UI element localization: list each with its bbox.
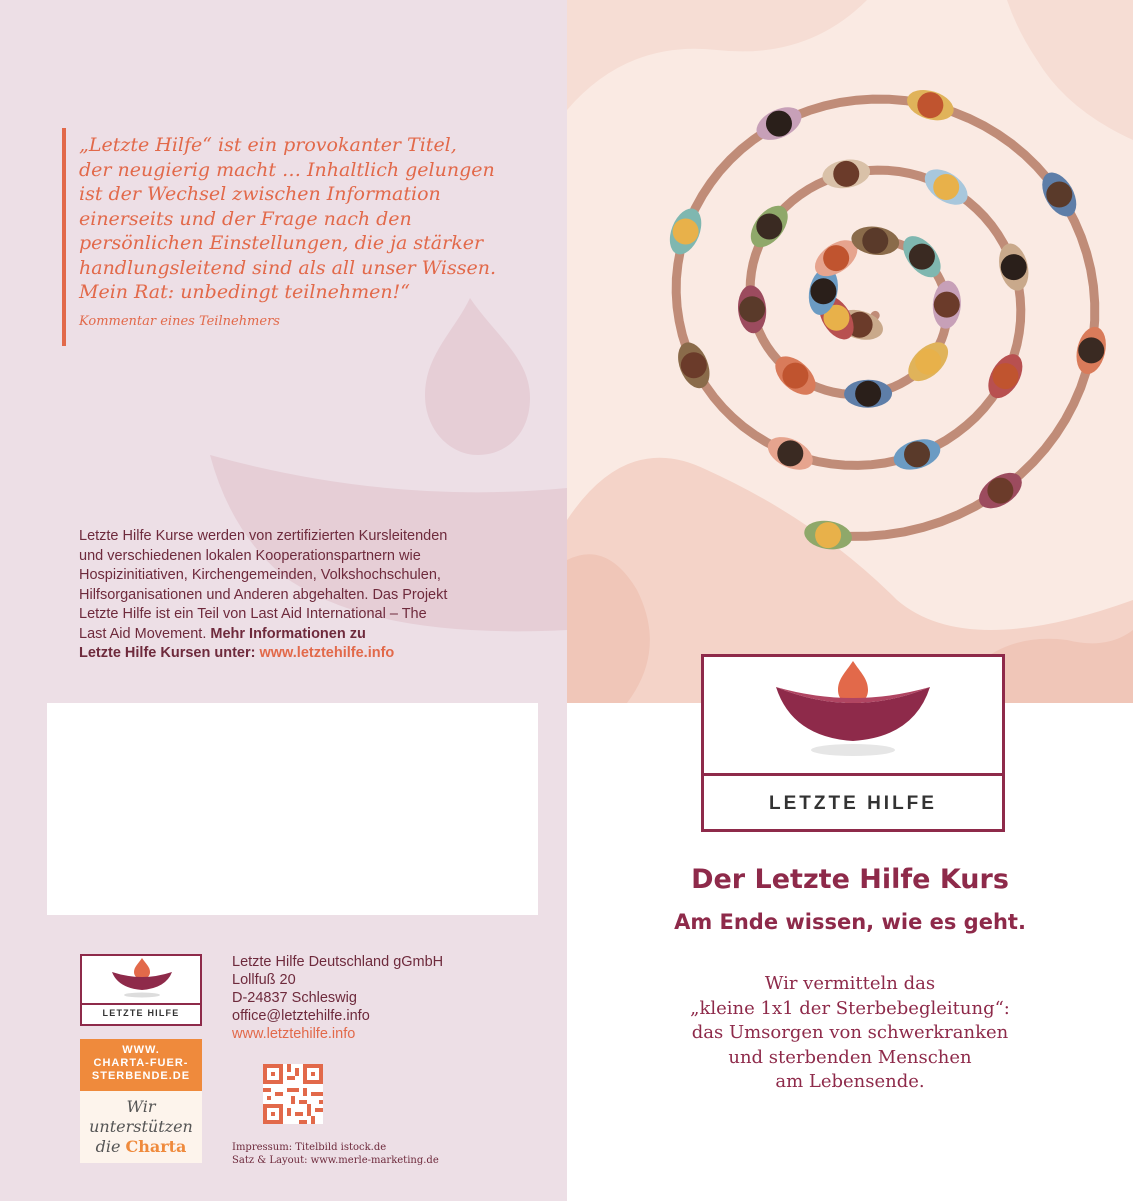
contact-street: Lollfuß 20: [232, 972, 296, 988]
info-bold: Mehr Informationen zu Letzte Hilfe Kursen unter:: [79, 625, 366, 661]
person-head: [681, 352, 707, 378]
main-logo-text: LETZTE HILFE: [769, 793, 937, 814]
impressum-line-1: Impressum: Titelbild istock.de: [232, 1142, 387, 1153]
qr-code-icon[interactable]: [263, 1064, 323, 1124]
quote-accent-bar: [62, 128, 66, 346]
impressum: [232, 1141, 439, 1167]
illustration-canvas: [567, 0, 1133, 703]
contact-city: D-24837 Schleswig: [232, 990, 357, 1006]
logo-separator: [704, 773, 1002, 776]
person-head: [777, 440, 803, 466]
person-head: [766, 111, 792, 137]
small-logo-text: LETZTE HILFE: [102, 1008, 180, 1018]
contact-block: [232, 953, 443, 1043]
cover-title: Der Letzte Hilfe Kurs: [691, 864, 1009, 895]
info-link[interactable]: www.letztehilfe.info: [259, 645, 395, 661]
info-paragraph: [79, 527, 519, 664]
cover-subtitle: Am Ende wissen, wie es geht.: [674, 910, 1026, 934]
info-text: Letzte Hilfe Kurse werden von zertifizierten Kursleitenden und verschiedenen lokalen Kooperationspartnern wie Hospizinitiativen, Kirchengemeinden, Volkshochschulen, Hilfsorganisationen und Anderen abgehalten. Das Projekt Letzte Hilfe ist ein Teil von Last Aid International – The Last Aid Movement.: [79, 528, 448, 642]
person-head: [933, 174, 959, 200]
drop-bowl-logo-icon: [704, 657, 1002, 773]
person-head: [915, 349, 941, 375]
person-head: [855, 381, 881, 407]
person-head: [810, 278, 836, 304]
charta-highlight: Charta: [125, 1137, 187, 1156]
person-head: [934, 292, 960, 318]
person-head: [673, 218, 699, 244]
person-head: [739, 296, 765, 322]
person-head: [782, 363, 808, 389]
person-head: [1046, 182, 1072, 208]
impressum-line-2: Satz & Layout: www.merle-marketing.de: [232, 1155, 439, 1166]
quote-source: Kommentar eines Teilnehmers: [79, 314, 280, 329]
person-head: [1001, 254, 1027, 280]
charta-slogan: [80, 1091, 202, 1157]
drop-bowl-logo-icon: [82, 956, 200, 1003]
contact-email[interactable]: office@letztehilfe.info: [232, 1008, 370, 1024]
testimonial-quote: „Letzte Hilfe“ ist ein provokanter Titel, der neugierig macht … Inhaltlich gelungen ist der Wechsel zwischen Information einerseits und der Frage nach den persönlichen Einstellungen, die ja stärker handlungsleitend sind als all unser Wissen. Mein Rat: unbedingt teilnehmen!“: [79, 134, 497, 303]
main-logo: [701, 654, 1005, 832]
person-head: [904, 441, 930, 467]
charta-slogan-text: Wir unterstützen die: [89, 1097, 193, 1156]
person-head: [815, 522, 841, 548]
person-head: [862, 228, 888, 254]
person-head: [823, 245, 849, 271]
contact-org: Letzte Hilfe Deutschland gGmbH: [232, 954, 444, 970]
person-head: [987, 478, 1013, 504]
address-field: [47, 703, 538, 915]
cover-description: Wir vermitteln das „kleine 1x1 der Sterbebegleitung“: das Umsorgen von schwerkranken und sterbenden Menschen am Lebensende.: [690, 973, 1010, 1092]
people-spiral-illustration: [567, 0, 1133, 703]
small-logo: [80, 954, 202, 1026]
person-head: [992, 363, 1018, 389]
contact-web[interactable]: www.letztehilfe.info: [232, 1026, 356, 1042]
person-head: [909, 244, 935, 270]
charta-url: WWW. CHARTA-FUER- STERBENDE.DE: [80, 1039, 202, 1091]
logo-separator: [82, 1003, 200, 1005]
charta-badge: [80, 1039, 202, 1163]
person-head: [833, 161, 859, 187]
person-head: [917, 92, 943, 118]
person-head: [1078, 337, 1104, 363]
person-head: [756, 213, 782, 239]
cover-panel: [567, 0, 1133, 1201]
